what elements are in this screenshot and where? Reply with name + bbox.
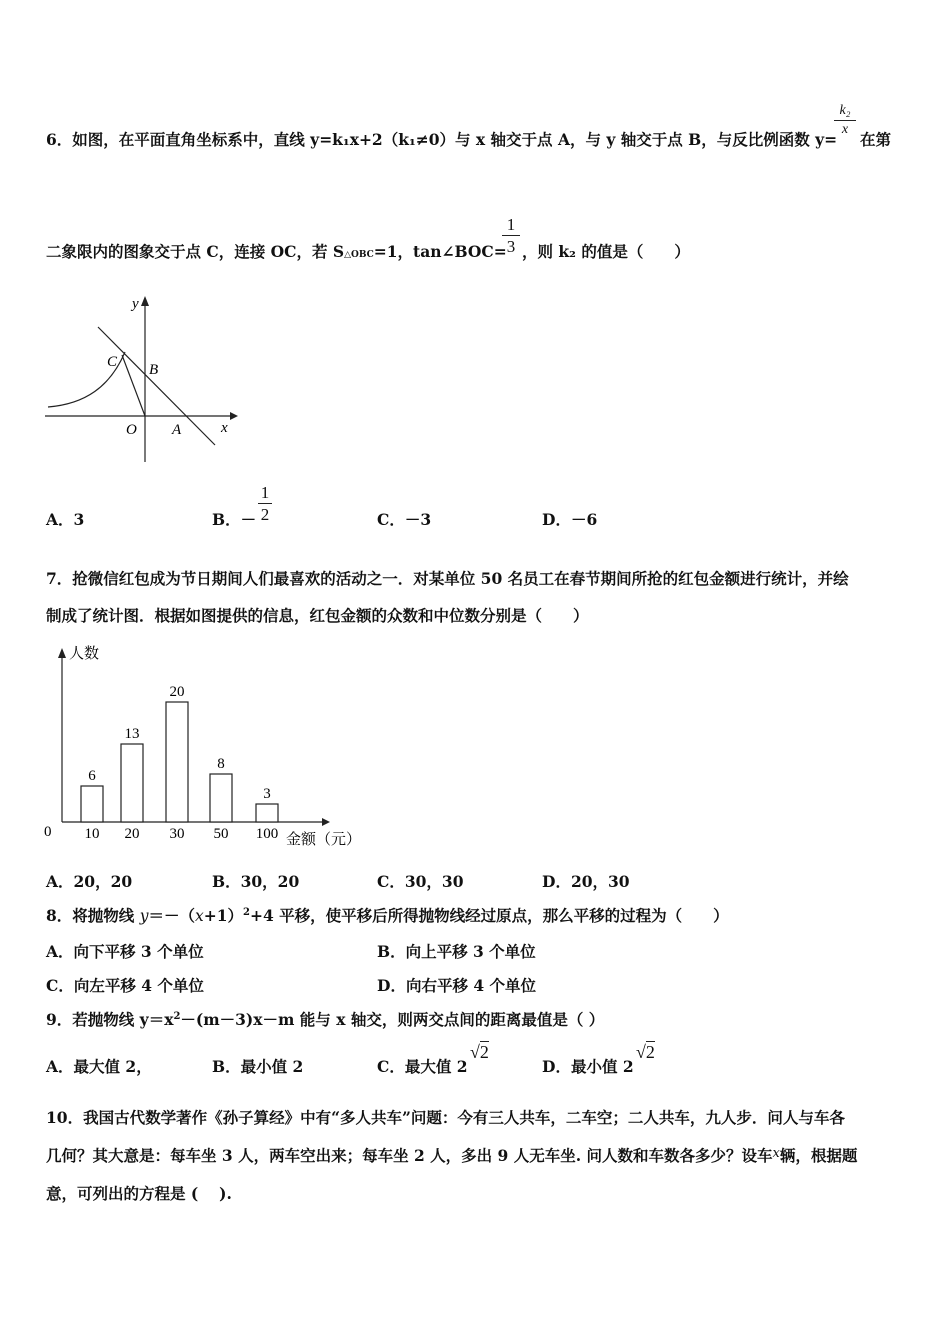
bar-20 <box>121 744 143 822</box>
bar-value-label: 3 <box>263 786 271 802</box>
bar-10 <box>81 786 103 822</box>
chart-x-arrow-icon <box>322 818 330 826</box>
label-b: B <box>149 362 159 378</box>
line-ca <box>98 327 215 445</box>
bar-50 <box>210 774 232 822</box>
bar-value-label: 13 <box>124 726 140 742</box>
q7-option-c: C．30，30 <box>377 872 464 891</box>
q7-bar-chart <box>40 640 380 852</box>
label-o: O <box>126 422 137 438</box>
q10-line2: 几何？其大意是：每车坐 3 人，两车空出来；每车坐 2 人，多出 9 人无车坐. 问人数和车数各多少？设车$^x$辆，根据题 <box>46 1146 858 1165</box>
bar-30 <box>166 702 188 822</box>
q8-option-d: D．向右平移 4 个单位 <box>377 976 537 995</box>
q7-line2: 制成了统计图．根据如图提供的信息，红包金额的众数和中位数分别是（ ） <box>46 606 589 625</box>
bar-100 <box>256 804 278 822</box>
q6-line2: 二象限内的图象交于点 C，连接 OC，若 S△OBC=1，tan∠BOC= <box>46 242 507 261</box>
q9-option-a: A．最大值 2， <box>46 1057 152 1076</box>
q6-option-d: D．－6 <box>542 510 598 529</box>
bar-value-label: 8 <box>217 756 225 772</box>
q6-coordinate-graph <box>40 292 240 470</box>
x-tick-label: 50 <box>213 826 229 842</box>
q7-option-d: D．20，30 <box>542 872 630 891</box>
q7-line1: 7．抢微信红包成为节日期间人们最喜欢的活动之一．对某单位 50 名员工在春节期间所抢的红包金额进行统计，并绘 <box>46 569 849 588</box>
q6-line1-tail: 在第 <box>860 130 892 149</box>
label-c: C <box>107 354 118 370</box>
q8-option-b: B．向上平移 3 个单位 <box>377 942 536 961</box>
q6-option-c: C．－3 <box>377 510 432 529</box>
q6-line1: 6．如图，在平面直角坐标系中，直线 y=k₁x+2（k₁≠0）与 x 轴交于点 A，与 y 轴交于点 B，与反比例函数 y= <box>46 130 838 149</box>
chart-y-arrow-icon <box>58 648 66 658</box>
bar-value-label: 6 <box>88 768 96 784</box>
q8-option-a: A．向下平移 3 个单位 <box>46 942 204 961</box>
q7-option-b: B．30，20 <box>212 872 300 891</box>
q8-stem: 8．将抛物线 $y=-(x+1)^2+4$ 平移，使平移后所得抛物线经过原点，那么平移的过程为（ ） <box>46 906 729 925</box>
x-tick-label: 100 <box>255 826 279 842</box>
chart-origin-label: 0 <box>44 824 52 840</box>
q10-line1: 10．我国古代数学著作《孙子算经》中有“多人共车”问题：今有三人共车，二车空；二人共车，九人步．问人与车各 <box>46 1108 845 1127</box>
q6-line2-end: ，则 k₂ 的值是（ ） <box>522 242 690 261</box>
x-tick-label: 20 <box>124 826 140 842</box>
q9-option-b: B．最小值 2 <box>212 1057 304 1076</box>
q9-option-c-sqrt: √2 <box>470 1042 489 1062</box>
q10-line3: 意，可列出的方程是 ( ). <box>46 1184 232 1203</box>
chart-x-label: 金额（元） <box>286 832 362 848</box>
y-axis-arrow-icon <box>141 296 149 306</box>
q7-option-a: A．20，20 <box>46 872 133 891</box>
x-axis-arrow-icon <box>230 412 238 420</box>
q6-option-a: A．3 <box>46 510 85 529</box>
q6-option-b: B．－ <box>212 510 257 529</box>
bar-value-label: 20 <box>169 684 185 700</box>
chart-y-label: 人数 <box>69 646 100 662</box>
x-tick-label: 10 <box>84 826 100 842</box>
q8-option-c: C．向左平移 4 个单位 <box>46 976 204 995</box>
segment-oc <box>122 355 145 416</box>
label-a: A <box>172 422 182 438</box>
label-y: y <box>132 296 139 312</box>
q9-option-d-sqrt: √2 <box>636 1042 655 1062</box>
x-tick-label: 30 <box>169 826 185 842</box>
q9-option-c: C．最大值 2 <box>377 1057 468 1076</box>
label-x: x <box>221 420 228 436</box>
q9-stem: 9．若抛物线 $y=x^2-(m-3)x-m$ 能与 x 轴交，则两交点间的距离最值是（ ） <box>46 1010 605 1029</box>
q6-option-b-fraction: 1 2 <box>258 484 272 523</box>
q9-option-d: D．最小值 2 <box>542 1057 634 1076</box>
q6-fraction-one-third: 1 3 <box>502 216 520 255</box>
q6-fraction-k2-over-x: k₂ x <box>834 104 856 137</box>
